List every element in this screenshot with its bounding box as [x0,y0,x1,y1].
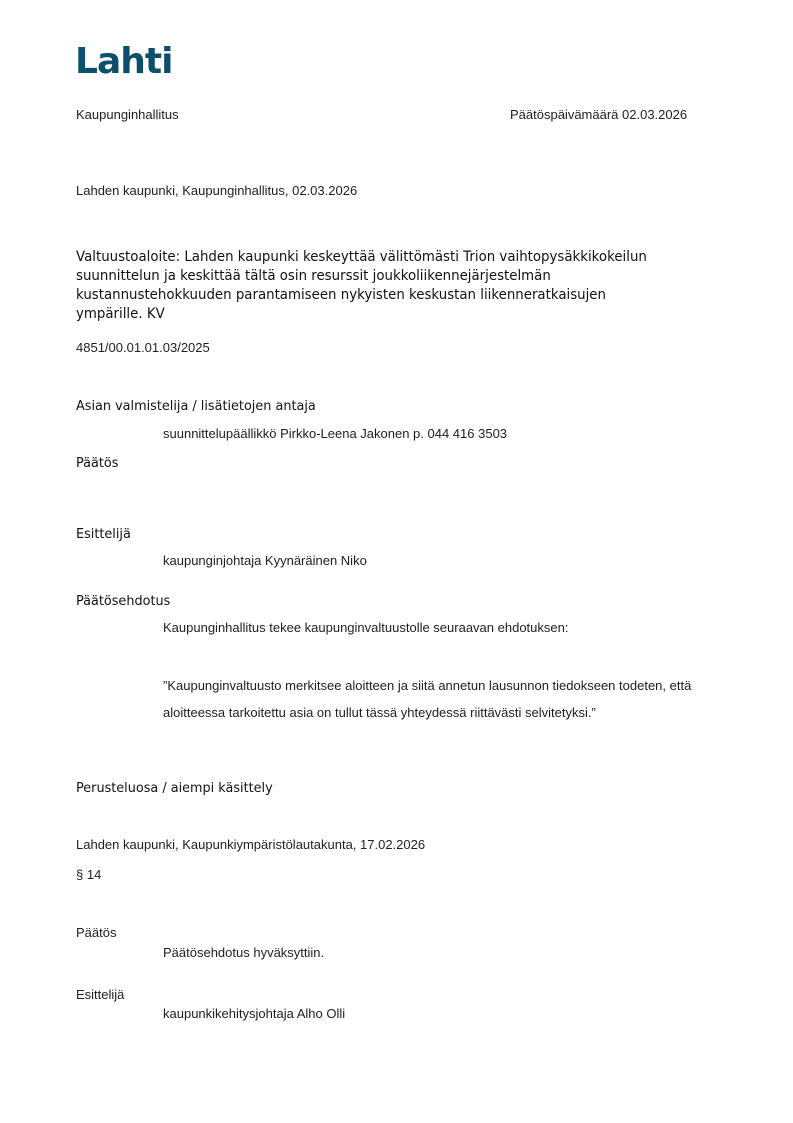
document-title: Valtuustoaloite: Lahden kaupunki keskeyttää välittömästi Trion vaihtopysäkkikokeilun suunnittelun ja keskittää tältä osin resurssit joukkoliikennejärjestelmän kustannustehokkuuden parantamiseen nykyisten keskustan liikenneratkaisujen ympärille. KV [76,249,647,322]
background-meeting-line: Lahden kaupunki, Kaupunkiympäristölautakunta, 17.02.2026 [76,837,426,852]
header-body: Kaupunginhallitus [76,107,179,122]
proposal-intro: Kaupunginhallitus tekee kaupunginvaltuustolle seuraavan ehdotuksen: [163,620,569,635]
decision-label: Päätös [76,455,119,471]
meeting-line: Lahden kaupunki, Kaupunginhallitus, 02.03.2026 [76,183,358,198]
background-section: § 14 [76,867,102,882]
background-presenter-label: Esittelijä [76,987,125,1002]
background-label: Perusteluosa / aiempi käsittely [76,780,273,796]
background-decision-label: Päätös [76,925,117,940]
record-number: 4851/00.01.01.03/2025 [76,340,210,355]
lahti-logo: Lahti [75,41,173,82]
presenter-label: Esittelijä [76,526,131,542]
background-decision-value: Päätösehdotus hyväksyttiin. [163,945,325,960]
presenter-value: kaupunginjohtaja Kyynäräinen Niko [163,553,367,568]
header-decision-date: Päätöspäivämäärä 02.03.2026 [510,107,688,122]
proposal-quote: ”Kaupunginvaltuusto merkitsee aloitteen ja siitä annetun lausunnon tiedokseen todeten, että aloitteessa tarkoitettu asia on tullut tässä yhteydessä riittävästi selvitetyksi.” [163,678,692,720]
preparer-value: suunnittelupäällikkö Pirkko-Leena Jakonen p. 044 416 3503 [163,426,508,441]
proposal-label: Päätösehdotus [76,593,171,609]
preparer-label: Asian valmistelija / lisätietojen antaja [76,398,316,414]
background-presenter-value: kaupunkikehitysjohtaja Alho Olli [163,1006,346,1021]
